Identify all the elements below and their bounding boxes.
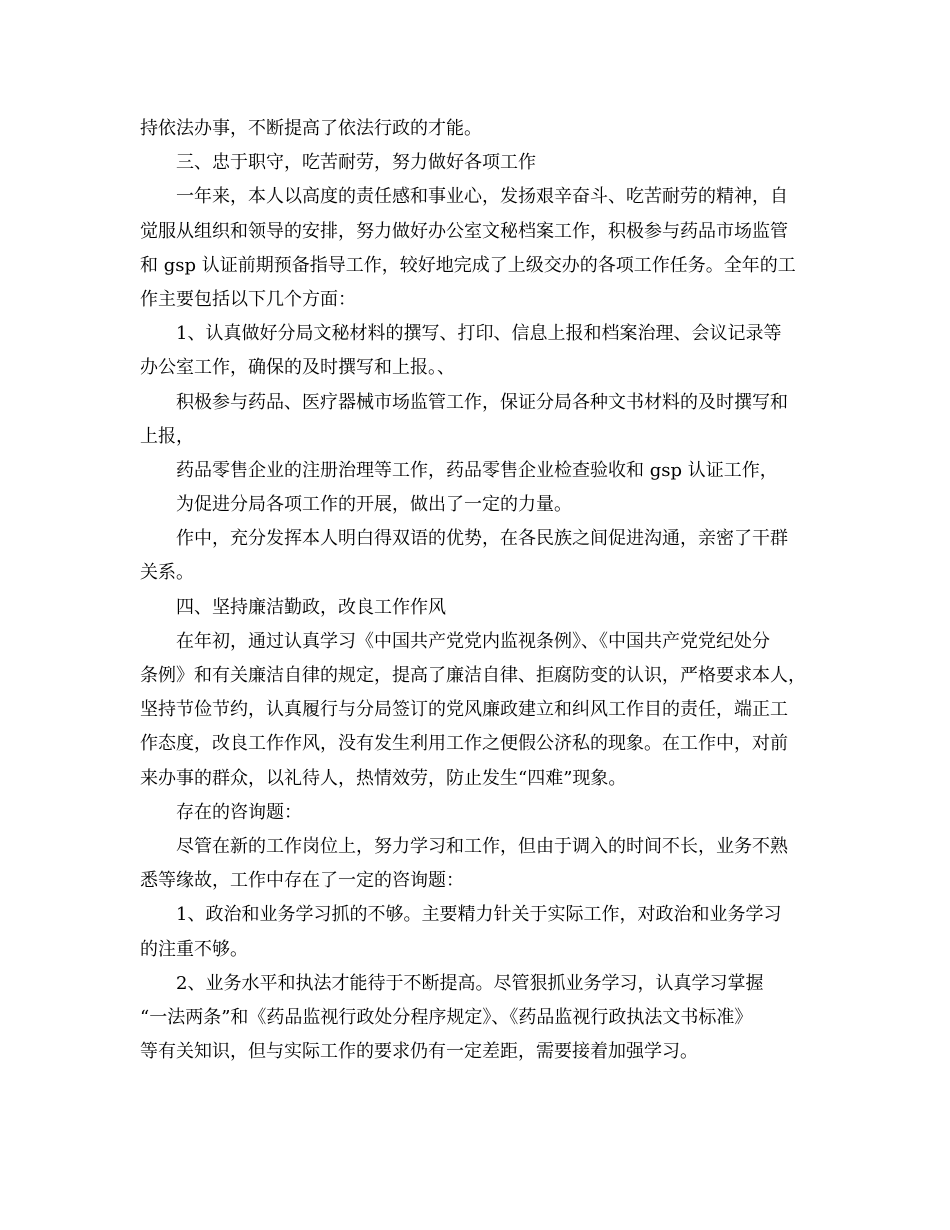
- text-line: 的注重不够。: [140, 938, 248, 960]
- text-line: 和 gsp 认证前期预备指导工作，较好地完成了上级交办的各项工作任务。全年的工: [140, 254, 796, 276]
- text-line: 作中，充分发挥本人明白得双语的优势，在各民族之间促进沟通，亲密了干群: [176, 528, 788, 550]
- text-line: 觉服从组织和领导的安排，努力做好办公室文秘档案工作，积极参与药品市场监管: [140, 220, 788, 242]
- text-line: 2、业务水平和执法才能待于不断提高。尽管狠抓业务学习，认真学习掌握: [176, 972, 764, 994]
- text-line: 上报，: [140, 425, 194, 447]
- text-line: 三、忠于职守，吃苦耐劳，努力做好各项工作: [176, 152, 536, 174]
- text-line: 药品零售企业的注册治理等工作，药品零售企业检查验收和 gsp 认证工作，: [176, 459, 778, 481]
- text-line: 为促进分局各项工作的开展，做出了一定的力量。: [176, 494, 572, 516]
- text-line: “一法两条”和《药品监视行政处分程序规定》、《药品监视行政执法文书标准》: [140, 1006, 753, 1028]
- text-line: 关系。: [140, 562, 194, 584]
- text-line: 条例》和有关廉洁自律的规定，提高了廉洁自律、拒腐防变的认识，严格要求本人，: [140, 665, 806, 686]
- text-line: 存在的咨询题：: [176, 801, 302, 823]
- text-line: 坚持节俭节约，认真履行与分局签订的党风廉政建立和纠风工作目的责任，端正工: [140, 699, 788, 721]
- text-line: 积极参与药品、医疗器械市场监管工作，保证分局各种文书材料的及时撰写和: [176, 391, 788, 413]
- text-line: 一年来，本人以高度的责任感和事业心，发扬艰辛奋斗、吃苦耐劳的精神，自: [176, 186, 788, 208]
- text-line: 作主要包括以下几个方面：: [140, 288, 356, 310]
- text-line: 在年初，通过认真学习《中国共产党党内监视条例》、《中国共产党党纪处分: [176, 630, 770, 652]
- text-line: 持依法办事，不断提高了依法行政的才能。: [140, 118, 482, 139]
- text-line: 1、政治和业务学习抓的不够。主要精力针关于实际工作，对政治和业务学习: [176, 904, 782, 926]
- text-line: 1、认真做好分局文秘材料的撰写、打印、信息上报和档案治理、会议记录等: [176, 323, 782, 345]
- text-line: 悉等缘故，工作中存在了一定的咨询题：: [140, 870, 464, 892]
- text-line: 来办事的群众，以礼待人，热情效劳，防止发生“四难”现象。: [140, 767, 627, 789]
- text-line: 办公室工作，确保的及时撰写和上报。、: [140, 357, 455, 379]
- text-line: 四、坚持廉洁勤政，改良工作作风: [176, 596, 446, 618]
- text-line: 等有关知识，但与实际工作的要求仍有一定差距，需要接着加强学习。: [140, 1041, 698, 1063]
- document-body: [140, 112, 812, 1069]
- text-line: 作态度，改良工作作风，没有发生利用工作之便假公济私的现象。在工作中，对前: [140, 733, 788, 755]
- text-line: 尽管在新的工作岗位上，努力学习和工作，但由于调入的时间不长，业务不熟: [176, 835, 788, 857]
